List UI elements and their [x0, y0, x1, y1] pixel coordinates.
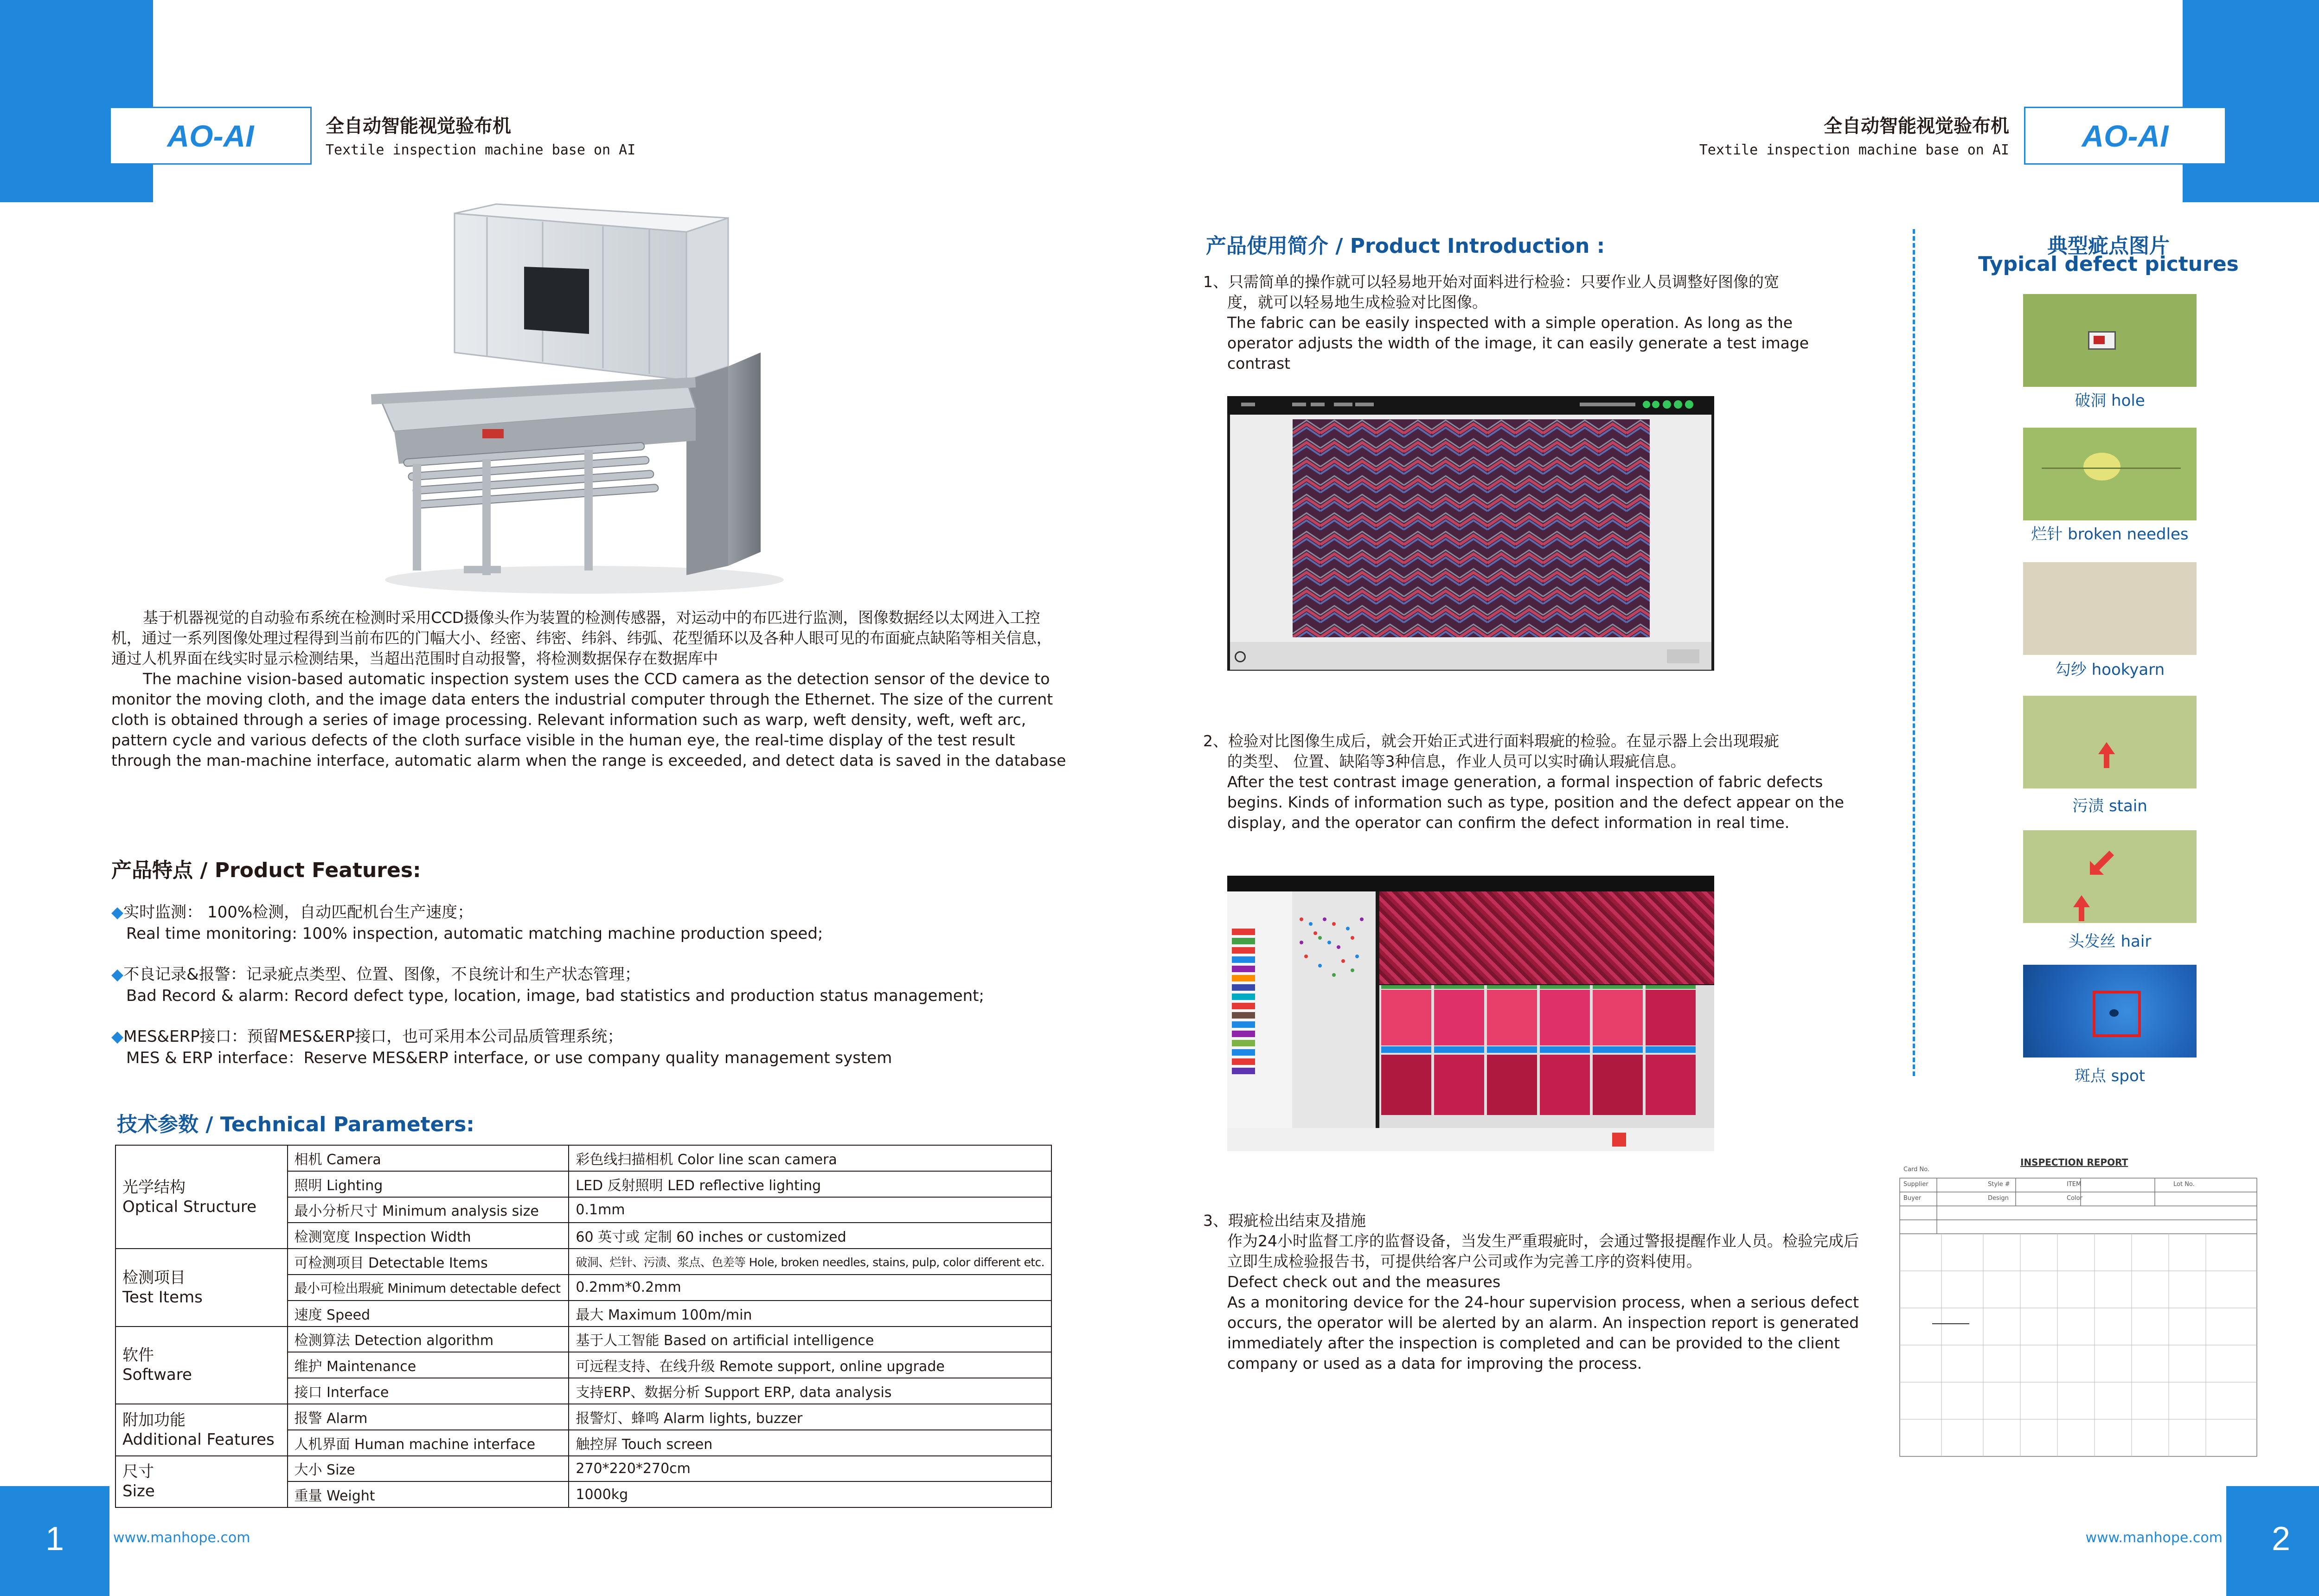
param-value: 最大 Maximum 100m/min [569, 1301, 1051, 1327]
table-row [115, 1249, 1051, 1275]
param-value: 可远程支持、在线升级 Remote support, online upgrade [569, 1352, 1051, 1378]
param-value: 0.1mm [569, 1197, 1051, 1223]
report-field: Card No. [1903, 1166, 1930, 1173]
defect-type-panel [1227, 891, 1292, 1128]
group-cell: 尺寸 Size [115, 1456, 288, 1508]
defect-caption-hole: 破洞 hole [2075, 391, 2145, 410]
param-name: 速度 Speed [288, 1301, 569, 1327]
right-header-title-cn: 全自动智能视觉验布机 [1824, 115, 2009, 137]
step1-cn-line2: 度，就可以轻易地生成检验对比图像。 [1227, 293, 1487, 311]
param-value: 0.2mm*0.2mm [569, 1275, 1051, 1301]
param-name: 检测算法 Detection algorithm [288, 1327, 569, 1352]
machine-illustration [343, 199, 807, 598]
step3-en: As a monitoring device for the 24-hour supervision process, when a serious defect occurs, the operator will be alerted by an alarm. An inspection report is generated immediately after the inspection is completed and can be provided to the client company or used as a data for improving the process. [1227, 1293, 1859, 1372]
brand-logo-right: AO-AI [2082, 118, 2169, 153]
column-divider [1913, 229, 1915, 1076]
feature-cn: 实时监测： 100%检测，自动匹配机台生产速度； [123, 903, 474, 922]
param-name: 接口 Interface [288, 1378, 569, 1404]
table-row [115, 1404, 1051, 1430]
fabric-live-view [1379, 891, 1714, 984]
table-row [115, 1145, 1051, 1171]
param-value: 基于人工智能 Based on artificial intelligence [569, 1327, 1051, 1352]
feature-en: MES & ERP interface：Reserve MES&ERP interface, or use company quality management system [126, 1049, 892, 1067]
param-value: LED 反射照明 LED reflective lighting [569, 1171, 1051, 1197]
param-name: 最小分析尺寸 Minimum analysis size [288, 1197, 569, 1223]
intro-en-paragraph: The machine vision-based automatic inspection system uses the CCD camera as the detection sensor of the device to monitor the moving cloth, and the image data enters the industrial computer through the Ethernet. The size of the current cloth is obtained through a series of image processing. Relevant information such as warp, weft density, weft, weft arc, pattern cycle and various defects of the cloth surface visible in the human eye, the real-time display of the test result through the man-machine interface, automatic alarm when the range is exceeded, and detect data is saved in the database [111, 670, 1066, 769]
param-value: 触控屏 Touch screen [569, 1430, 1051, 1456]
step3-cn-line1: 3、瑕疵检出结束及措施 [1203, 1211, 1366, 1230]
inspection-report-image [1895, 1155, 2261, 1461]
param-name: 维护 Maintenance [288, 1352, 569, 1378]
report-field: Lot No. [2173, 1181, 2195, 1188]
software-screenshot-contrast [1227, 396, 1714, 671]
intro-cn-paragraph: 基于机器视觉的自动验布系统在检测时采用CCD摄像头作为装置的检测传感器，对运动中的布匹进行监测，图像数据经以太网进入工控机，通过一系列图像处理过程得到当前布匹的门幅大小、经密、纬密、纬斜、纬弧、花型循环以及各种人眼可见的布面疵点缺陷等相关信息，通过人机界面在线实时显示检测结果，当超出范围时自动报警，将检测数据保存在数据库中 [111, 609, 1052, 667]
group-cell: 附加功能 Additional Features [115, 1404, 288, 1456]
right-page-number-block [2226, 1486, 2319, 1596]
defect-image-hookyarn [2023, 562, 2197, 655]
right-logo-box [2024, 107, 2226, 165]
report-grid [1895, 1171, 2261, 1461]
param-value: 270*220*270cm [569, 1456, 1051, 1482]
defects-title-en: Typical defect pictures [1978, 252, 2239, 276]
fabric-chevron-pattern [1293, 419, 1650, 637]
features-title: 产品特点 / Product Features: [111, 859, 421, 882]
feature-item [111, 964, 1085, 1006]
param-value: 60 英寸或 定制 60 inches or customized [569, 1223, 1051, 1249]
param-value: 1000kg [569, 1481, 1051, 1507]
software-screenshot-inspection [1227, 876, 1714, 1151]
feature-cn: MES&ERP接口：预留MES&ERP接口，也可采用本公司品质管理系统； [123, 1027, 623, 1046]
report-field: Style # [1988, 1181, 2010, 1188]
screenshot-canvas [1230, 415, 1711, 670]
left-header-title-cn: 全自动智能视觉验布机 [326, 115, 511, 137]
defect-image-broken-needles [2023, 428, 2197, 520]
diamond-bullet-icon: ◆ [111, 965, 124, 984]
left-page-number-block [0, 1486, 109, 1596]
report-field: Supplier [1903, 1181, 1928, 1188]
report-field: Design [1988, 1195, 2009, 1202]
left-top-corner-block [0, 0, 153, 202]
feature-en: Real time monitoring: 100% inspection, automatic matching machine production speed; [126, 924, 823, 943]
defect-thumbnails-grid [1379, 985, 1714, 1129]
page-number-right: 2 [2271, 1520, 2291, 1558]
param-value: 破洞、烂针、污渍、浆点、色差等 Hole, broken needles, stains, pulp, color different etc. [569, 1249, 1051, 1275]
param-value: 彩色线扫描相机 Color line scan camera [569, 1145, 1051, 1171]
defect-image-hair [2023, 830, 2197, 923]
defect-image-stain [2023, 696, 2197, 788]
right-top-corner-block [2183, 0, 2319, 202]
param-name: 报警 Alarm [288, 1404, 569, 1430]
param-name: 相机 Camera [288, 1145, 569, 1171]
group-cell: 检测项目 Test Items [115, 1249, 288, 1326]
param-value: 报警灯、蜂鸣 Alarm lights, buzzer [569, 1404, 1051, 1430]
defect-map-panel [1292, 891, 1376, 1128]
screenshot-toolbar [1227, 396, 1714, 415]
website-left: www.manhope.com [113, 1530, 250, 1546]
arrow-up-icon [2072, 895, 2091, 923]
group-cell: 光学结构 Optical Structure [115, 1145, 288, 1249]
website-right: www.manhope.com [2085, 1530, 2223, 1546]
table-row [115, 1456, 1051, 1482]
feature-item [111, 1026, 1085, 1069]
group-cell: 软件 Software [115, 1327, 288, 1404]
param-value: 支持ERP、数据分析 Support ERP, data analysis [569, 1378, 1051, 1404]
left-header-title-en: Textile inspection machine base on AI [326, 142, 636, 158]
param-name: 可检测项目 Detectable Items [288, 1249, 569, 1275]
arrow-up-icon [2097, 742, 2116, 770]
param-name: 人机界面 Human machine interface [288, 1430, 569, 1456]
features-list [111, 902, 1085, 1069]
param-name: 最小可检出瑕疵 Minimum detectable defect [288, 1275, 569, 1301]
diamond-bullet-icon: ◆ [111, 1027, 124, 1046]
defect-caption-stain: 污渍 stain [2072, 797, 2147, 815]
introduction-title: 产品使用简介 / Product Introduction : [1206, 234, 1605, 258]
step2-cn-line2: 的类型、 位置、缺陷等3种信息，作业人员可以实时确认瑕疵信息。 [1227, 752, 1686, 770]
defects-title-cn: 典型疵点图片 [2047, 234, 2170, 258]
step1-en: The fabric can be easily inspected with a simple operation. As long as the operator adjusts the width of the image, it can easily generate a test image contrast [1227, 314, 1809, 372]
defect-caption-hair: 头发丝 hair [2068, 932, 2152, 951]
report-field: Color [2067, 1195, 2082, 1202]
feature-cn: 不良记录&报警：记录疵点类型、位置、图像，不良统计和生产状态管理； [123, 965, 641, 984]
left-logo-box [109, 107, 312, 165]
step1-text [1203, 272, 1852, 374]
right-header-title-en: Textile inspection machine base on AI [1699, 142, 2009, 158]
feature-item [111, 902, 1085, 944]
param-name: 照明 Lighting [288, 1171, 569, 1197]
param-name: 大小 Size [288, 1456, 569, 1482]
report-field: ITEM [2067, 1181, 2082, 1188]
report-title: INSPECTION REPORT [2020, 1157, 2128, 1168]
table-row [115, 1327, 1051, 1352]
params-table [115, 1145, 1052, 1508]
step3-en-title: Defect check out and the measures [1227, 1273, 1501, 1291]
defect-image-hole [2023, 294, 2197, 387]
step1-cn-line1: 1、只需简单的操作就可以轻易地开始对面料进行检验：只要作业人员调整好图像的宽 [1203, 273, 1779, 291]
defect-caption-broken-needles: 烂针 broken needles [2031, 525, 2189, 544]
step2-text [1203, 731, 1852, 833]
report-field: Buyer [1903, 1195, 1922, 1202]
step2-en: After the test contrast image generation, a formal inspection of fabric defects begins. Kinds of information such as type, position and the defect appear on the display, and the operator can confirm the defect information in real time. [1227, 773, 1844, 832]
defect-image-spot [2023, 965, 2197, 1058]
defect-caption-hookyarn: 勾纱 hookyarn [2055, 660, 2165, 679]
feature-en: Bad Record & alarm: Record defect type, location, image, bad statistics and production status management; [126, 987, 984, 1005]
defect-caption-spot: 斑点 spot [2074, 1067, 2146, 1085]
arrow-diagonal-icon [2088, 849, 2116, 877]
step2-cn-line1: 2、检验对比图像生成后，就会开始正式进行面料瑕疵的检验。在显示器上会出现瑕疵 [1203, 732, 1779, 750]
page-number-left: 1 [45, 1520, 64, 1558]
brand-logo-left: AO-AI [167, 118, 254, 153]
diamond-bullet-icon: ◆ [111, 903, 124, 922]
param-name: 重量 Weight [288, 1481, 569, 1507]
param-name: 检测宽度 Inspection Width [288, 1223, 569, 1249]
params-title: 技术参数 / Technical Parameters: [117, 1113, 474, 1136]
step3-text [1203, 1211, 1862, 1374]
step3-cn-body: 作为24小时监督工序的监督设备，当发生严重瑕疵时，会通过警报提醒作业人员。检验完成后立即生成检验报告书，可提供给客户公司或作为完善工序的资料使用。 [1227, 1232, 1859, 1270]
